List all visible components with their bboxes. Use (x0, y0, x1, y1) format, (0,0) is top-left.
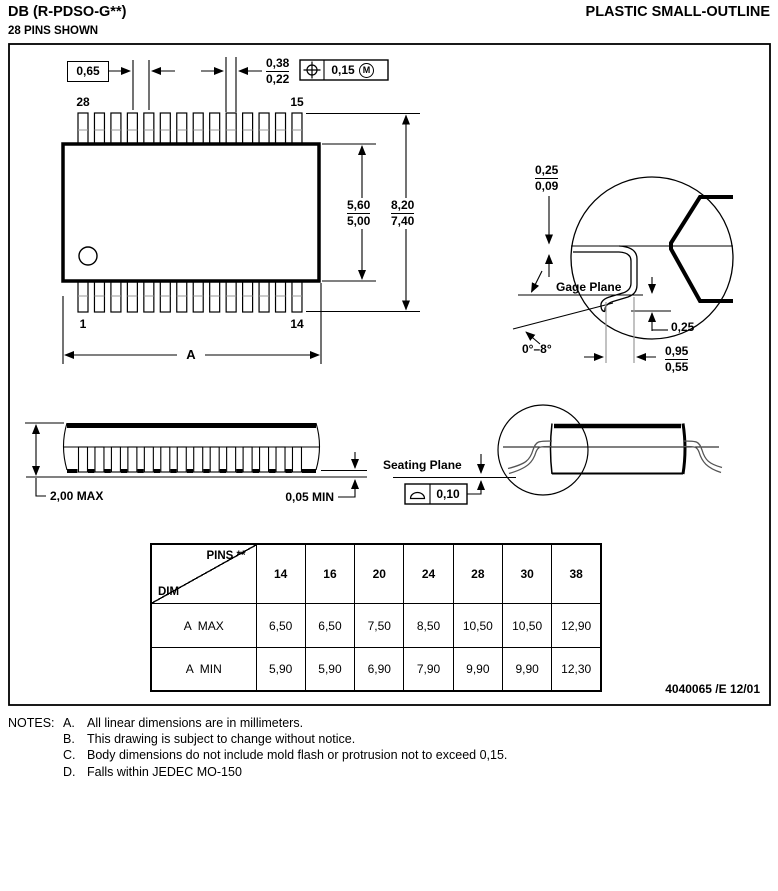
foot-length-max: 0,95 (665, 344, 689, 358)
table-corner-cell (151, 544, 256, 604)
note-letter: C. (63, 748, 76, 763)
pin-number-15: 15 (290, 95, 304, 109)
lead-thickness-max: 0,25 (535, 163, 559, 177)
pins-col-header: 20 (355, 544, 404, 604)
note-letter: D. (63, 764, 76, 779)
top-view-pins-top (78, 113, 302, 144)
lead-width-max: 0,38 (266, 56, 290, 70)
seating-detail-circle (498, 405, 588, 495)
table-cell: 5,90 (256, 648, 305, 691)
position-symbol-icon (304, 62, 321, 79)
pin-number-14: 14 (290, 317, 304, 331)
lead-span-dimension (389, 198, 416, 229)
flatness-tolerance-value: 0,10 (436, 487, 460, 501)
profile-symbol-icon (411, 493, 425, 499)
page-title-package-type: PLASTIC SMALL-OUTLINE (585, 4, 770, 20)
note-text: Body dimensions do not include mold flash or protrusion not to exceed 0,15. (87, 748, 508, 763)
pins-shown-subtitle: 28 PINS SHOWN (8, 25, 99, 37)
note-letter: B. (63, 732, 75, 747)
pins-col-header: 28 (453, 544, 502, 604)
table-row-a-max (151, 604, 601, 648)
note-text: Falls within JEDEC MO-150 (87, 764, 242, 779)
foot-angle-dimension: 0°–8° (522, 342, 552, 356)
note-item (8, 715, 507, 731)
foot-length-dimension (663, 344, 690, 375)
corner-pins-label: PINS ** (206, 550, 246, 562)
pins-col-header: 24 (404, 544, 453, 604)
table-cell: 7,50 (355, 604, 404, 648)
dimension-table (150, 543, 602, 692)
table-cell: 6,50 (305, 604, 354, 648)
lead-outline (605, 246, 637, 312)
pins-col-header: 14 (256, 544, 305, 604)
table-cell: 9,90 (502, 648, 551, 691)
side-view (25, 423, 367, 497)
lead-detail (513, 177, 733, 363)
pin-number-1: 1 (79, 317, 87, 331)
table-cell: 9,90 (453, 648, 502, 691)
dim-row-label: A MIN (151, 648, 256, 691)
foot-length-min: 0,55 (665, 360, 689, 374)
note-item (8, 764, 507, 780)
lead-span-max: 8,20 (391, 198, 415, 212)
body-width-max: 5,60 (347, 198, 371, 212)
drawing-number: 4040065 /E 12/01 (665, 682, 760, 696)
top-view-pins-bottom (78, 281, 302, 312)
pins-col-header: 38 (552, 544, 601, 604)
notes-block (8, 715, 507, 780)
pins-col-header: 30 (502, 544, 551, 604)
lead-width-min: 0,22 (266, 72, 290, 86)
note-item (8, 747, 507, 763)
page-title-package-code: DB (R-PDSO-G**) (8, 4, 127, 20)
length-dimension-a: A (177, 346, 205, 364)
note-text: All linear dimensions are in millimeters. (87, 716, 304, 730)
table-cell: 12,90 (552, 604, 601, 648)
table-cell: 10,50 (453, 604, 502, 648)
lead-thickness-min: 0,09 (535, 179, 559, 193)
tip-to-gage-dimension: 0,25 (671, 320, 695, 334)
note-text: This drawing is subject to change without notice. (87, 732, 356, 747)
body-end-outline (671, 197, 733, 301)
position-tolerance-value: 0,15 (331, 63, 355, 77)
table-cell: 7,90 (404, 648, 453, 691)
table-header-row (151, 544, 601, 604)
table-cell: 8,50 (404, 604, 453, 648)
dim-row-label: A MAX (151, 604, 256, 648)
pitch-dimension: 0,65 (67, 61, 109, 82)
pins-col-header: 16 (305, 544, 354, 604)
gull-wing-leads (508, 441, 722, 474)
lead-thickness-dimension (533, 163, 560, 194)
max-height-dimension: 2,00 MAX (50, 489, 104, 503)
pin-number-28: 28 (76, 95, 90, 109)
package-body (63, 144, 319, 281)
table-cell: 10,50 (502, 604, 551, 648)
table-cell: 6,50 (256, 604, 305, 648)
table-cell: 12,30 (552, 648, 601, 691)
note-letter: A. (63, 716, 75, 730)
lead-span-min: 7,40 (391, 214, 415, 228)
seating-plane-label: Seating Plane (383, 458, 462, 472)
body-width-min: 5,00 (347, 214, 371, 228)
lead-width-dimension (264, 56, 291, 87)
table-cell: 5,90 (305, 648, 354, 691)
body-width-dimension (345, 198, 372, 229)
standoff-dimension: 0,05 MIN (285, 490, 334, 504)
corner-dim-label: DIM (158, 586, 180, 598)
mmc-modifier-icon: M (359, 63, 374, 78)
notes-label: NOTES: (8, 716, 55, 730)
table-row-a-min (151, 648, 601, 691)
note-item (8, 731, 507, 747)
side-view-leads (67, 447, 316, 472)
table-cell: 6,90 (355, 648, 404, 691)
gage-plane-label: Gage Plane (556, 280, 622, 294)
